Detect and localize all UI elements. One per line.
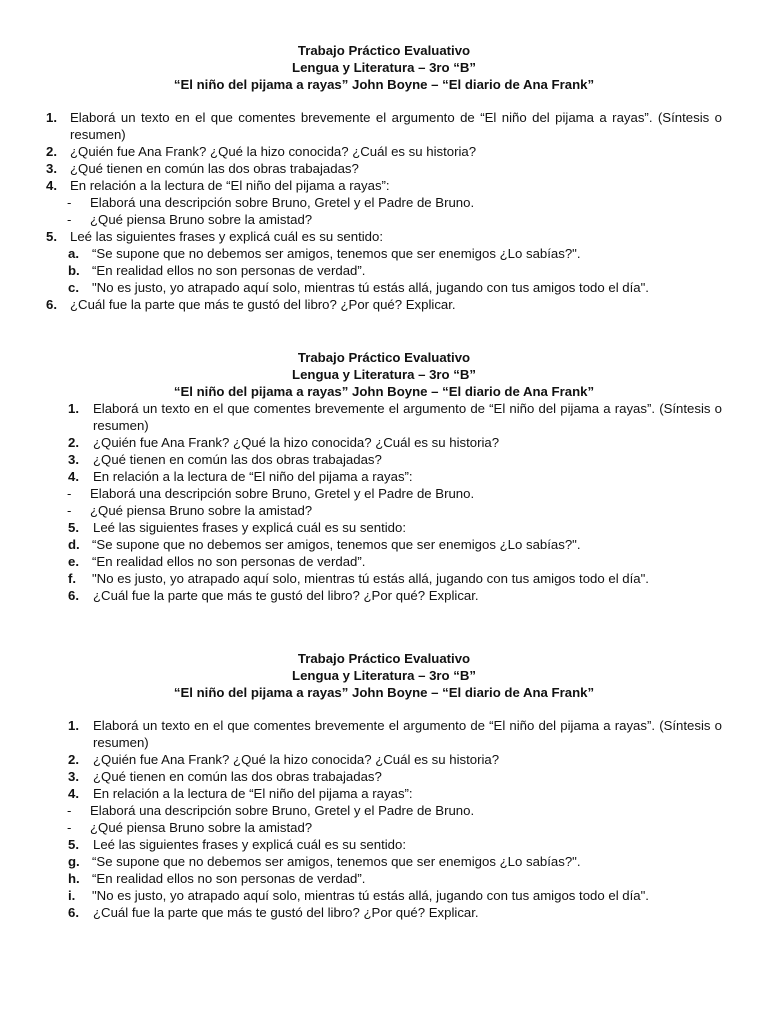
question-number: 4. [68, 469, 79, 484]
question-number: 4. [46, 178, 57, 193]
question-text: Leé las siguientes frases y explicá cuál es su sentido: [70, 229, 384, 244]
sub-item [68, 279, 722, 296]
letter-marker: b. [68, 263, 80, 278]
question-item [46, 519, 722, 587]
question-text: ¿Qué tienen en común las dos obras trabajadas? [93, 769, 382, 784]
assignment-block [46, 349, 722, 604]
letter-marker: h. [68, 871, 80, 886]
dash-bullet: - [67, 212, 72, 227]
assignment-header [46, 349, 722, 400]
sub-item [67, 819, 722, 836]
question-number: 5. [46, 229, 57, 244]
sub-item [67, 802, 722, 819]
sub-item-text: "No es justo, yo atrapado aquí solo, mientras tú estás allá, jugando con tus amigos todo el día". [92, 888, 649, 903]
sub-item-list [46, 802, 722, 836]
header-subject: Lengua y Literatura – 3ro “B” [292, 60, 476, 75]
question-list [46, 717, 722, 921]
sub-item-text: Elaborá una descripción sobre Bruno, Gretel y el Padre de Bruno. [90, 803, 475, 818]
sub-item [68, 553, 722, 570]
header-title: Trabajo Práctico Evaluativo [297, 651, 471, 666]
question-list [46, 400, 722, 604]
header-subject: Lengua y Literatura – 3ro “B” [292, 668, 476, 683]
question-item [46, 587, 722, 604]
question-item [46, 160, 722, 177]
question-number: 6. [68, 588, 79, 603]
question-item [46, 836, 722, 904]
sub-item-text: “En realidad ellos no son personas de verdad”. [92, 263, 366, 278]
sub-item-list [46, 853, 722, 904]
question-text: En relación a la lectura de “El niño del pijama a rayas”: [93, 469, 413, 484]
question-item [46, 228, 722, 296]
letter-marker: d. [68, 537, 80, 552]
sub-item-text: ¿Qué piensa Bruno sobre la amistad? [90, 212, 313, 227]
sub-item [68, 887, 722, 904]
sub-item-text: "No es justo, yo atrapado aquí solo, mientras tú estás allá, jugando con tus amigos todo el día". [92, 571, 649, 586]
question-number: 2. [46, 144, 57, 159]
question-item [46, 296, 722, 313]
question-number: 1. [46, 110, 57, 125]
sub-item-text: “Se supone que no debemos ser amigos, tenemos que ser enemigos ¿Lo sabías?". [92, 246, 581, 261]
header-works: “El niño del pijama a rayas” John Boyne – “El diario de Ana Frank” [173, 77, 595, 92]
question-text: ¿Quién fue Ana Frank? ¿Qué la hizo conocida? ¿Cuál es su historia? [70, 144, 477, 159]
question-text: En relación a la lectura de “El niño del pijama a rayas”: [70, 178, 390, 193]
header-title: Trabajo Práctico Evaluativo [297, 350, 471, 365]
question-item [46, 109, 722, 143]
sub-item-text: ¿Qué piensa Bruno sobre la amistad? [90, 503, 313, 518]
question-text: En relación a la lectura de “El niño del pijama a rayas”: [93, 786, 413, 801]
sub-item [67, 211, 722, 228]
question-item [46, 785, 722, 836]
header-subject: Lengua y Literatura – 3ro “B” [292, 367, 476, 382]
question-number: 5. [68, 837, 79, 852]
question-number: 6. [68, 905, 79, 920]
question-number: 1. [68, 401, 79, 416]
dash-bullet: - [67, 486, 72, 501]
assignment-block [46, 650, 722, 921]
question-item [46, 717, 722, 751]
question-number: 4. [68, 786, 79, 801]
sub-item-text: Elaborá una descripción sobre Bruno, Gretel y el Padre de Bruno. [90, 486, 475, 501]
header-title: Trabajo Práctico Evaluativo [297, 43, 471, 58]
sub-item-text: Elaborá una descripción sobre Bruno, Gretel y el Padre de Bruno. [90, 195, 475, 210]
sub-item-list [46, 536, 722, 587]
question-text: ¿Qué tienen en común las dos obras trabajadas? [93, 452, 382, 467]
dash-bullet: - [67, 820, 72, 835]
question-text: ¿Cuál fue la parte que más te gustó del libro? ¿Por qué? Explicar. [93, 588, 479, 603]
sub-item-text: “En realidad ellos no son personas de verdad”. [92, 554, 366, 569]
sub-item-list [46, 194, 722, 228]
dash-bullet: - [67, 503, 72, 518]
question-list [46, 109, 722, 313]
letter-marker: f. [68, 571, 77, 586]
sub-item [67, 194, 722, 211]
question-item [46, 904, 722, 921]
letter-marker: g. [68, 854, 80, 869]
question-text: Elaborá un texto en el que comentes brevemente el argumento de “El niño del pijama a rayas”. (Síntesis o resumen) [93, 401, 722, 433]
sub-item [68, 536, 722, 553]
sub-item-list [46, 485, 722, 519]
question-item [46, 177, 722, 228]
question-number: 1. [68, 718, 79, 733]
assignment-header [46, 42, 722, 93]
question-text: ¿Quién fue Ana Frank? ¿Qué la hizo conocida? ¿Cuál es su historia? [93, 435, 500, 450]
question-number: 2. [68, 752, 79, 767]
header-works: “El niño del pijama a rayas” John Boyne – “El diario de Ana Frank” [173, 685, 595, 700]
question-number: 2. [68, 435, 79, 450]
sub-item [68, 870, 722, 887]
dash-bullet: - [67, 195, 72, 210]
sub-item [67, 485, 722, 502]
question-text: ¿Cuál fue la parte que más te gustó del libro? ¿Por qué? Explicar. [70, 297, 456, 312]
sub-item-text: ¿Qué piensa Bruno sobre la amistad? [90, 820, 313, 835]
question-item [46, 143, 722, 160]
letter-marker: a. [68, 246, 79, 261]
question-text: Elaborá un texto en el que comentes brevemente el argumento de “El niño del pijama a rayas”. (Síntesis o resumen) [70, 110, 722, 142]
question-number: 6. [46, 297, 57, 312]
letter-marker: c. [68, 280, 79, 295]
question-item [46, 451, 722, 468]
sub-item-list [46, 245, 722, 296]
question-item [46, 751, 722, 768]
question-item [46, 468, 722, 519]
sub-item-text: "No es justo, yo atrapado aquí solo, mientras tú estás allá, jugando con tus amigos todo el día". [92, 280, 649, 295]
spacer [46, 701, 722, 717]
spacer [46, 93, 722, 109]
question-item [46, 434, 722, 451]
question-number: 3. [68, 452, 79, 467]
assignment-block [46, 42, 722, 313]
question-text: Leé las siguientes frases y explicá cuál es su sentido: [93, 520, 407, 535]
sub-item [68, 245, 722, 262]
sub-item-text: “En realidad ellos no son personas de verdad”. [92, 871, 366, 886]
sub-item-text: “Se supone que no debemos ser amigos, tenemos que ser enemigos ¿Lo sabías?". [92, 537, 581, 552]
question-text: ¿Qué tienen en común las dos obras trabajadas? [70, 161, 359, 176]
sub-item [68, 570, 722, 587]
sub-item [67, 502, 722, 519]
question-text: Elaborá un texto en el que comentes brevemente el argumento de “El niño del pijama a rayas”. (Síntesis o resumen) [93, 718, 722, 750]
letter-marker: i. [68, 888, 76, 903]
sub-item-text: “Se supone que no debemos ser amigos, tenemos que ser enemigos ¿Lo sabías?". [92, 854, 581, 869]
header-works: “El niño del pijama a rayas” John Boyne – “El diario de Ana Frank” [173, 384, 595, 399]
question-number: 5. [68, 520, 79, 535]
question-number: 3. [46, 161, 57, 176]
dash-bullet: - [67, 803, 72, 818]
question-number: 3. [68, 769, 79, 784]
question-text: Leé las siguientes frases y explicá cuál es su sentido: [93, 837, 407, 852]
assignment-header [46, 650, 722, 701]
sub-item [68, 853, 722, 870]
question-item [46, 768, 722, 785]
question-item [46, 400, 722, 434]
sub-item [68, 262, 722, 279]
question-text: ¿Cuál fue la parte que más te gustó del libro? ¿Por qué? Explicar. [93, 905, 479, 920]
question-text: ¿Quién fue Ana Frank? ¿Qué la hizo conocida? ¿Cuál es su historia? [93, 752, 500, 767]
letter-marker: e. [68, 554, 79, 569]
